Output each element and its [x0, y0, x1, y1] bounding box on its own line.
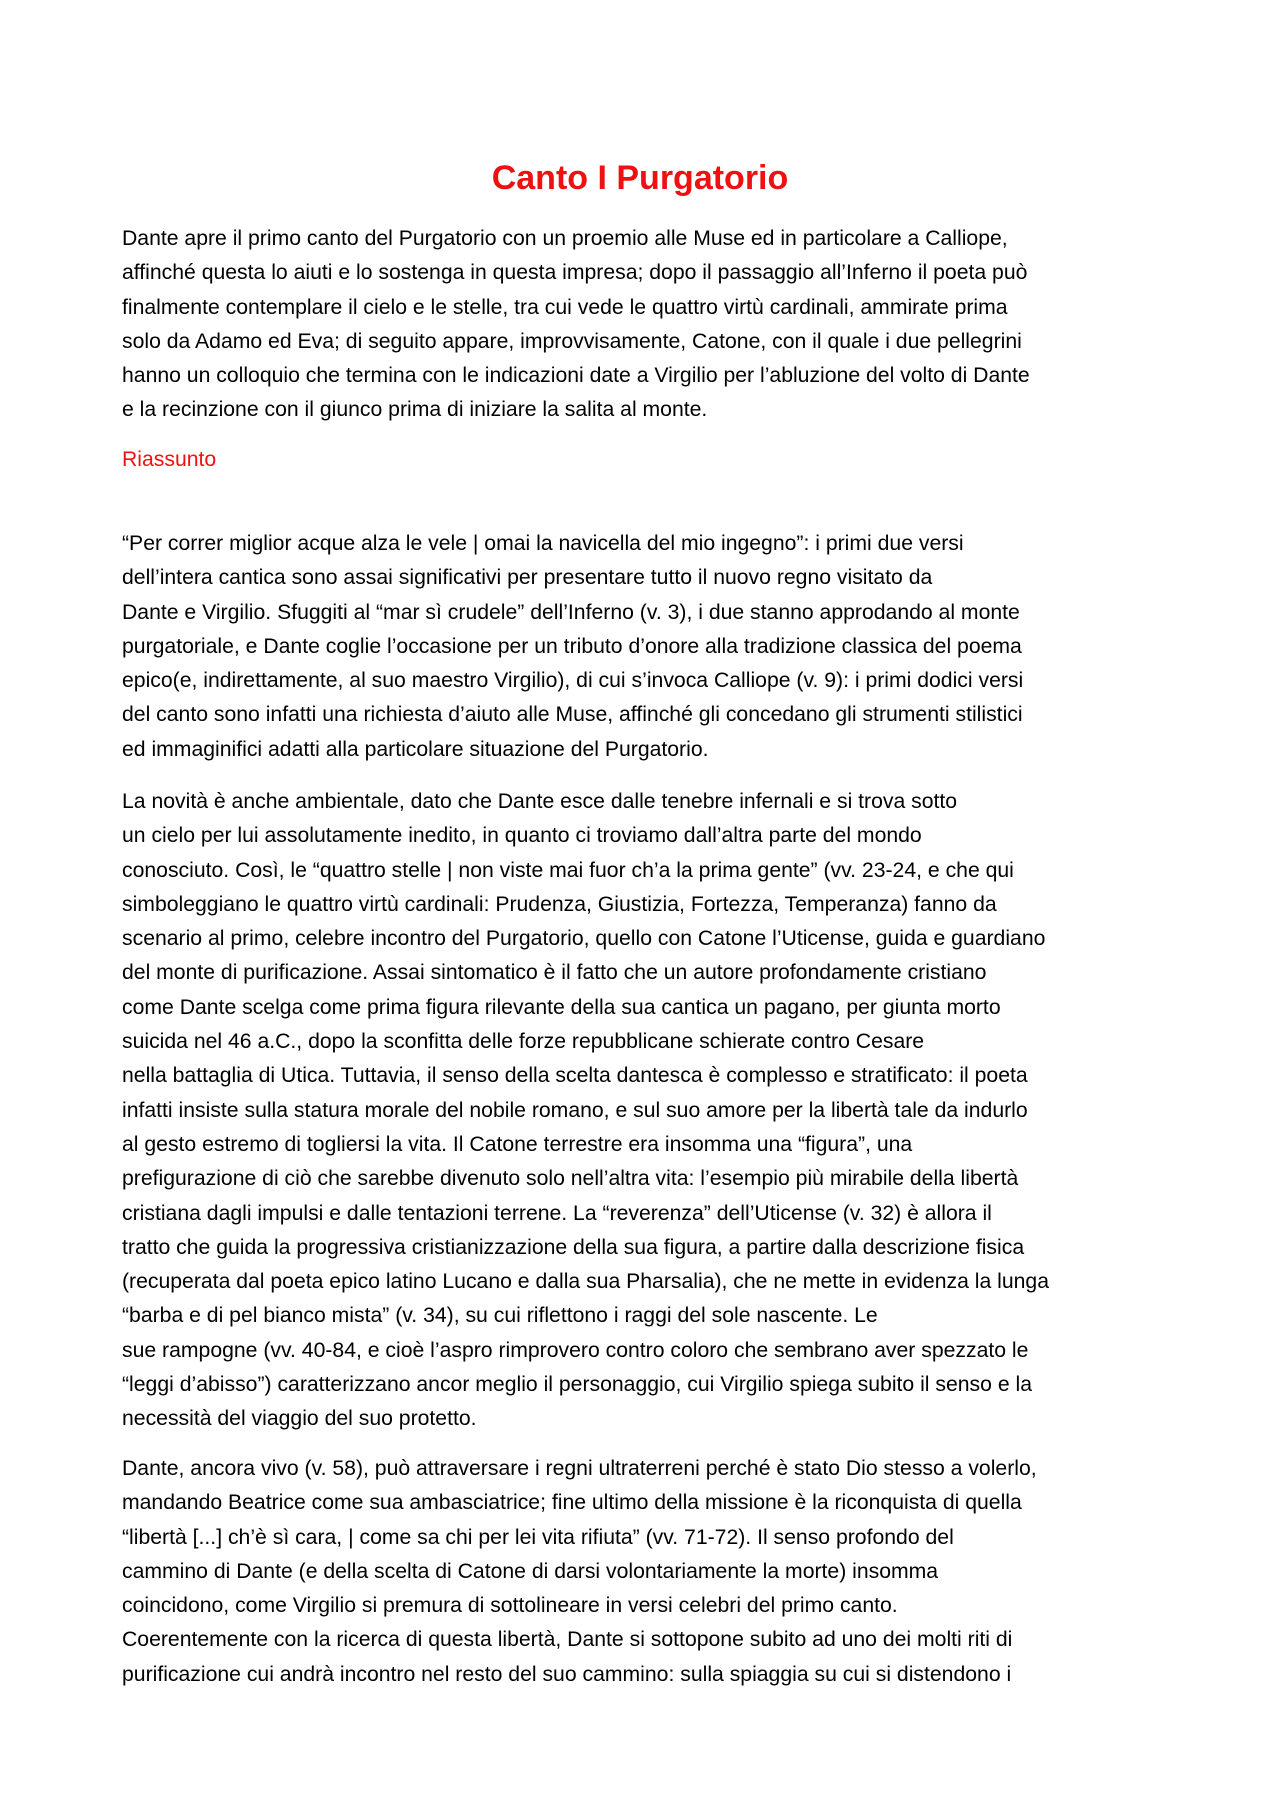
- summary-paragraph-3: [122, 1452, 1177, 1692]
- text-line: un cielo per lui assolutamente inedito, in quanto ci troviamo dall’altra parte del mondo: [122, 824, 922, 848]
- text-line: e la recinzione con il giunco prima di iniziare la salita al monte.: [122, 398, 708, 422]
- text-line: necessità del viaggio del suo protetto.: [122, 1407, 477, 1431]
- text-line: del monte di purificazione. Assai sintomatico è il fatto che un autore profondamente cristiano: [122, 961, 987, 985]
- text-line: cammino di Dante (e della scelta di Catone di darsi volontariamente la morte) insomma: [122, 1559, 939, 1583]
- summary-paragraph-1: [122, 527, 1177, 767]
- text-line: ed immaginifici adatti alla particolare situazione del Purgatorio.: [122, 737, 709, 761]
- text-line: coincidono, come Virgilio si premura di sottolineare in versi celebri del primo canto.: [122, 1594, 898, 1618]
- text-line: sue rampogne (vv. 40-84, e cioè l’aspro rimprovero contro coloro che sembrano aver spezzato le: [122, 1338, 1029, 1362]
- text-line: dell’intera cantica sono assai significativi per presentare tutto il nuovo regno visitato da: [122, 566, 933, 590]
- text-line: cristiana dagli impulsi e dalle tentazioni terrene. La “reverenza” dell’Uticense (v. 32) è allora il: [122, 1201, 992, 1225]
- text-line: suicida nel 46 a.C., dopo la sconfitta delle forze repubblicane schierate contro Cesare: [122, 1030, 925, 1054]
- text-line: affinché questa lo aiuti e lo sostenga in questa impresa; dopo il passaggio all’Inferno il poeta può: [122, 261, 1028, 285]
- document-title: Canto I Purgatorio: [491, 159, 789, 197]
- text-line: del canto sono infatti una richiesta d’aiuto alle Muse, affinché gli concedano gli strumenti stilistici: [122, 703, 1023, 727]
- text-line: La novità è anche ambientale, dato che Dante esce dalle tenebre infernali e si trova sotto: [122, 790, 958, 813]
- text-line: (recuperata dal poeta epico latino Lucano e dalla sua Pharsalia), che ne mette in evidenza la lunga: [122, 1270, 1049, 1294]
- text-line: mandando Beatrice come sua ambasciatrice; fine ultimo della missione è la riconquista di quella: [122, 1491, 1022, 1515]
- text-line: Dante, ancora vivo (v. 58), può attraversare i regni ultraterreni perché è stato Dio stesso a volerlo,: [122, 1457, 1037, 1480]
- text-line: prefigurazione di ciò che sarebbe divenuto solo nell’altra vita: l’esempio più mirabile della libertà: [122, 1167, 1019, 1191]
- text-line: epico(e, indirettamente, al suo maestro Virgilio), di cui s’invoca Calliope (v. 9): i primi dodici versi: [122, 669, 1024, 693]
- text-line: infatti insiste sulla statura morale del nobile romano, e sul suo amore per la libertà tale da indurlo: [122, 1098, 1028, 1122]
- text-line: nella battaglia di Utica. Tuttavia, il senso della scelta dantesca è complesso e stratificato: il poeta: [122, 1064, 1028, 1088]
- text-line: hanno un colloquio che termina con le indicazioni date a Virgilio per l’abluzione del volto di Dante: [122, 364, 1030, 388]
- text-line: “Per correr miglior acque alza le vele | omai la navicella del mio ingegno”: i primi due versi: [122, 532, 964, 555]
- text-line: “leggi d’abisso”) caratterizzano ancor meglio il personaggio, cui Virgilio spiega subito il senso e la: [122, 1373, 1032, 1397]
- text-line: “barba e di pel bianco mista” (v. 34), su cui riflettono i raggi del sole nascente. Le: [122, 1304, 878, 1328]
- text-line: Coerentemente con la ricerca di questa libertà, Dante si sottopone subito ad uno dei molti riti di: [122, 1628, 1013, 1652]
- text-line: al gesto estremo di togliersi la vita. Il Catone terrestre era insomma una “figura”, una: [122, 1132, 913, 1156]
- text-line: purgatoriale, e Dante coglie l’occasione per un tributo d’onore alla tradizione classica del poema: [122, 634, 1022, 658]
- text-line: conosciuto. Così, le “quattro stelle | non viste mai fuor ch’a la prima gente” (vv. 23-24, e che qui: [122, 858, 1014, 882]
- text-line: Dante e Virgilio. Sfuggiti al “mar sì crudele” dell’Inferno (v. 3), i due stanno approdando al monte: [122, 600, 1020, 624]
- intro-paragraph: [122, 222, 1177, 428]
- section-heading-riassunto: Riassunto: [122, 448, 217, 471]
- summary-paragraph-2: [122, 785, 1177, 1437]
- text-line: purificazione cui andrà incontro nel resto del suo cammino: sulla spiaggia su cui si distendono i: [122, 1662, 1012, 1686]
- text-line: Dante apre il primo canto del Purgatorio con un proemio alle Muse ed in particolare a Calliope,: [122, 227, 1008, 250]
- text-line: simboleggiano le quattro virtù cardinali: Prudenza, Giustizia, Fortezza, Temperanza) fanno da: [122, 892, 997, 916]
- text-line: “libertà [...] ch’è sì cara, | come sa chi per lei vita rifiuta” (vv. 71-72). Il senso profondo del: [122, 1525, 954, 1549]
- text-line: tratto che guida la progressiva cristianizzazione della sua figura, a partire dalla descrizione fisica: [122, 1235, 1025, 1259]
- text-line: come Dante scelga come prima figura rilevante della sua cantica un pagano, per giunta morto: [122, 995, 1001, 1019]
- text-line: finalmente contemplare il cielo e le stelle, tra cui vede le quattro virtù cardinali, ammirate prima: [122, 295, 1008, 319]
- text-line: solo da Adamo ed Eva; di seguito appare, improvvisamente, Catone, con il quale i due pellegrini: [122, 329, 1022, 353]
- text-line: scenario al primo, celebre incontro del Purgatorio, quello con Catone l’Uticense, guida e guardiano: [122, 927, 1046, 951]
